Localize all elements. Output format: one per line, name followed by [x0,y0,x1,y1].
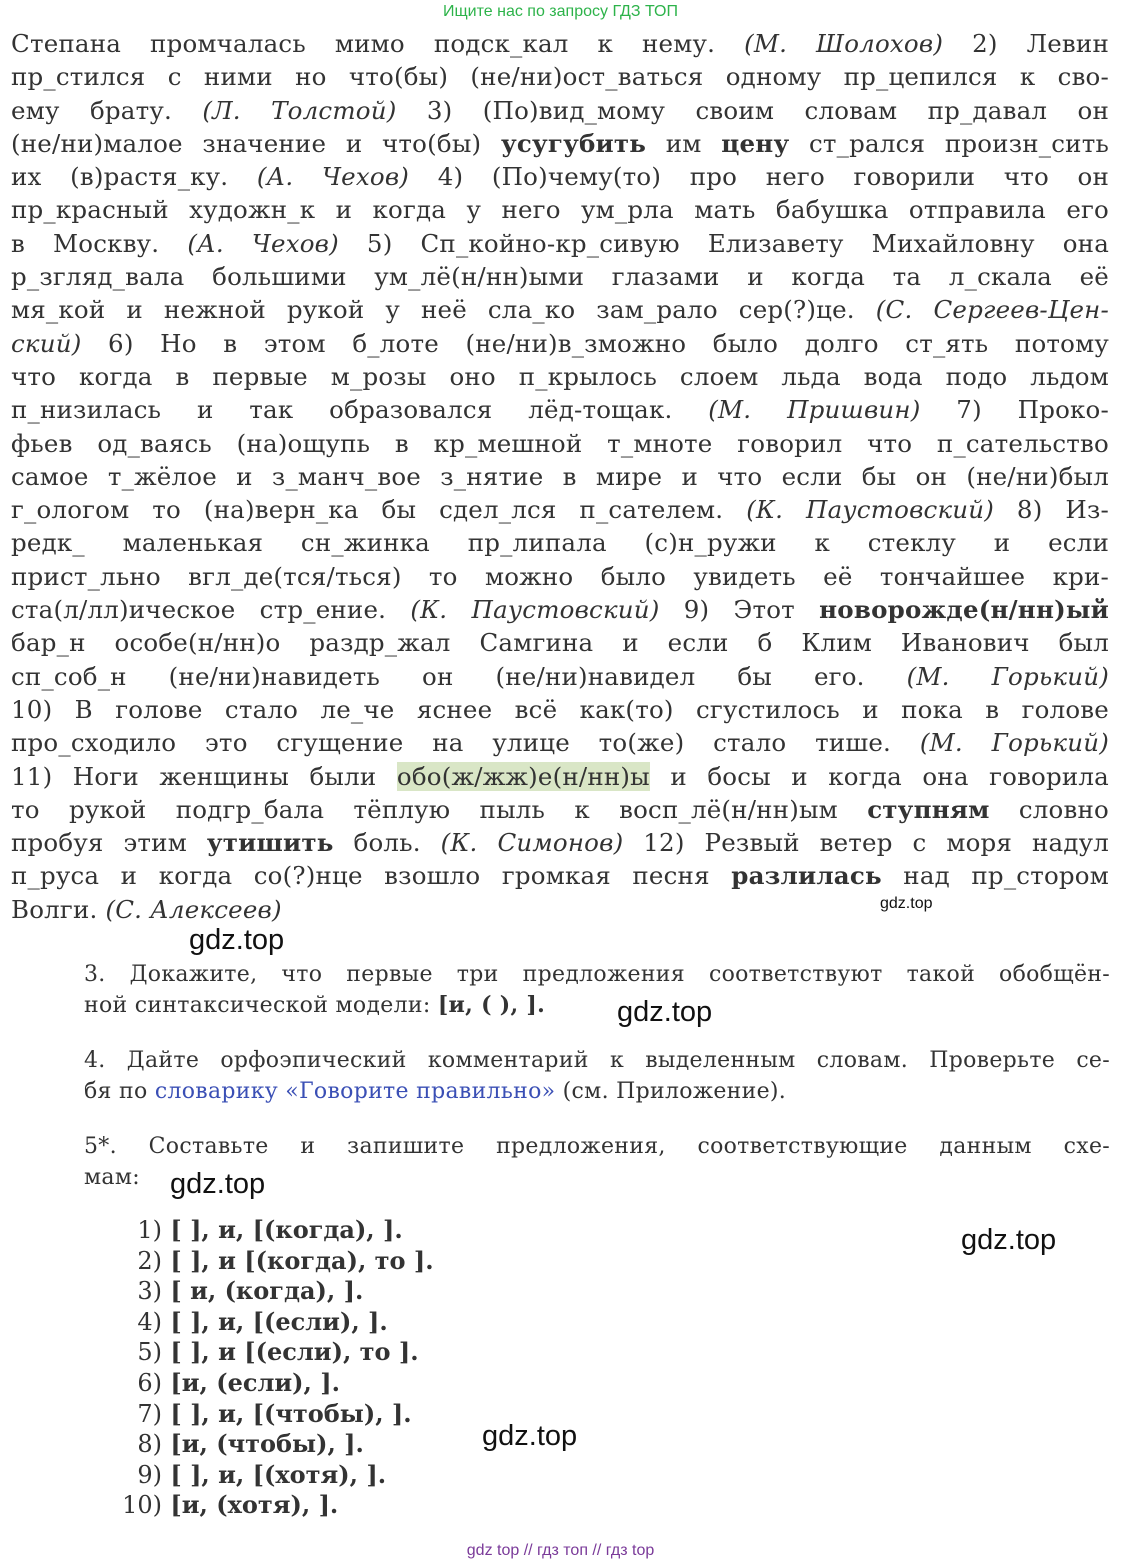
bold-word: [и, ( ), ]. [437,992,546,1018]
top-banner: Ищите нас по запросу ГДЗ ТОП [443,3,678,20]
author-citation: (М. Горький) [919,728,1109,758]
text-line [11,726,1109,759]
scheme-item [120,1429,434,1460]
text-segment: мам: [84,1165,140,1190]
author-citation: (К. Паустовский) [746,495,995,525]
text-line [11,526,1109,559]
text-segment: словно [989,794,1109,824]
text-segment: пр_красный художн_к и когда у него ум_рла мать бабушка отправила его [11,195,1109,225]
watermark: gdz.top [880,895,933,912]
task-3 [84,959,1110,1021]
text-line [11,60,1109,93]
scheme-item [120,1307,434,1338]
author-citation: (М. Горький) [906,661,1109,691]
scheme-item [120,1460,434,1491]
text-line [11,94,1109,127]
scheme-number: 3) [137,1277,162,1306]
text-line [11,626,1109,659]
text-line [11,393,1109,426]
scheme-number: 5) [137,1338,162,1367]
text-segment: сп_соб_н (не/ни)навидеть он (не/ни)навидел бы его. [11,661,907,691]
text-segment: что когда в первые м_розы оно п_крылось слоем льда вода подо льдом [11,361,1109,391]
scheme-formula: [ ], и [(если), то ]. [162,1337,419,1367]
scheme-item [120,1215,434,1246]
scheme-item [120,1368,434,1399]
bold-word: усугубить [500,128,647,158]
text-line [11,27,1109,60]
text-segment: Волги. [11,894,106,924]
text-line [11,327,1109,360]
author-citation: (С. Алексеев) [105,894,282,924]
scheme-formula: [ ], и, [(чтобы), ]. [162,1398,412,1428]
text-line [11,427,1109,460]
bold-word: разлилась [731,861,882,891]
text-segment: 5) Сп_койно-кр_сивую Елизавету Михайловну она [338,228,1109,258]
text-line [11,293,1109,326]
author-citation: (С. Сергеев-Цен- [875,295,1109,325]
scheme-item [120,1276,434,1307]
text-line [11,859,1109,892]
scheme-number: 10) [122,1491,162,1520]
scheme-item [120,1399,434,1430]
text-segment: им [646,128,722,158]
scheme-item [120,1490,434,1521]
scheme-item [120,1337,434,1368]
text-line [11,560,1109,593]
task-4 [84,1045,1110,1107]
text-segment: г_ологом то (на)верн_ка бы сдел_лся п_сателем. [11,495,747,525]
text-line [11,893,1109,926]
watermark: gdz.top [170,1168,266,1200]
bold-word: ступням [867,794,990,824]
text-line [84,1076,1110,1107]
author-citation: (М. Пришвин) [708,395,921,425]
text-line [84,1131,1110,1162]
scheme-formula: [ ], и, [(если), ]. [162,1306,388,1336]
text-line [84,990,1110,1021]
text-line [11,793,1109,826]
text-segment: 7) Проко- [920,395,1109,425]
text-line [11,227,1109,260]
bold-word: цену [721,128,790,158]
text-segment: 8) Из- [994,495,1109,525]
text-line [84,1045,1110,1076]
author-citation: (Л. Толстой) [202,95,397,125]
text-segment: 12) Резвый ветер с моря надул [623,828,1109,858]
text-segment: 5*. Составьте и запишите предложения, соответствующие данным схе- [84,1134,1110,1159]
text-segment: 9) Этот [659,595,820,625]
text-segment: пробуя этим [11,828,207,858]
author-citation: (М. Шолохов) [744,29,944,58]
text-line [11,360,1109,393]
author-citation: ский) [11,328,82,358]
author-citation: (К. Симонов) [440,828,624,858]
scheme-number: 1) [137,1216,162,1244]
exercise-text [11,27,1109,926]
text-segment: п_низилась и так образовался лёд-тощак. [11,395,709,425]
watermark: gdz.top [482,1420,578,1452]
scheme-formula: [ ], и, [(хотя), ]. [162,1459,387,1489]
bold-word: новорожде(н/нн)ый [819,595,1109,625]
text-line [11,660,1109,693]
footer-watermark: gdz top // гдз топ // гдз top [466,1542,655,1559]
text-segment: Степана промчалась мимо подск_кал к нему. [11,29,745,58]
text-segment: мя_кой и нежной рукой у неё сла_ко зам_рало сер(?)це. [11,295,876,325]
dictionary-link[interactable]: словарику «Говорите правильно» [154,1079,556,1104]
watermark: gdz.top [189,924,285,956]
text-segment: бя по [84,1079,155,1104]
author-citation: (А. Чехов) [256,162,410,192]
text-segment: редк_ маленькая сн_жинка пр_липала (с)н_ружи к стеклу и если [11,528,1109,558]
watermark: gdz.top [617,996,713,1028]
text-segment: и босы и когда она говорила [649,761,1109,791]
text-segment: бар_н особе(н/нн)о раздр_жал Самгина и если б Клим Иванович был [11,628,1109,658]
text-segment: п_руса и когда со(?)нце взошло громкая песня [11,861,732,891]
text-line [11,260,1109,293]
highlighted-word: обо(ж/жж)е(н/нн)ы [396,761,650,791]
text-line [11,493,1109,526]
text-segment: (не/ни)малое значение и что(бы) [11,128,501,158]
scheme-list [120,1215,434,1521]
text-segment: прист_льно вгл_де(тся/ться) то можно было увидеть её тончайшее кри- [11,561,1109,591]
text-segment: фьев од_ваясь (на)ощупь в кр_мешной т_мноте говорил что п_сательство [11,428,1109,458]
text-segment: самое т_жёлое и з_манч_вое з_нятие в мире и что если бы он (не/ни)был [11,461,1109,491]
text-segment: про_сходило это сгущение на улице то(же) стало тише. [11,728,920,758]
text-segment: 2) Левин [943,29,1109,58]
text-segment: ст_рался произн_сить [789,128,1110,158]
text-segment: боль. [333,828,441,858]
text-segment: ста(л/лл)ическое стр_ение. [11,595,411,625]
scheme-formula: [ ], и, [(когда), ]. [162,1215,403,1244]
text-line [11,693,1109,726]
scheme-item [120,1246,434,1277]
scheme-number: 2) [137,1246,162,1275]
text-segment: 4. Дайте орфоэпический комментарий к выделенным словам. Проверьте се- [84,1048,1110,1073]
scheme-number: 7) [137,1399,162,1428]
text-segment: (см. Приложение). [555,1079,787,1104]
text-line [11,760,1109,793]
scheme-formula: [и, (если), ]. [162,1367,340,1397]
bold-word: утишить [206,828,334,858]
text-line [11,127,1109,160]
scheme-number: 4) [137,1307,162,1336]
text-segment: 6) Но в этом б_лоте (не/ни)в_зможно было долго ст_ять потому [81,328,1109,358]
text-line [84,959,1110,990]
text-line [11,460,1109,493]
text-segment: ной синтаксической модели: [84,993,438,1018]
text-line [11,826,1109,859]
text-segment: 11) Ноги женщины были [11,761,397,791]
text-line [11,193,1109,226]
scheme-formula: [ ], и [(когда), то ]. [162,1245,434,1275]
text-segment: над пр_стором [881,861,1109,891]
text-segment: 3) (По)вид_мому своим словам пр_давал он [396,95,1110,125]
text-segment: 10) В голове стало ле_че яснее всё как(то) сгустилось и пока в голове [11,694,1109,724]
text-segment: в Москву. [11,228,188,258]
text-segment: 4) (По)чему(то) про него говорили что он [409,162,1110,192]
author-citation: (А. Чехов) [187,228,339,258]
text-line [84,1162,1110,1193]
text-segment: то рукой подгр_бала тёплую пыль к восп_лё(н/нн)ым [11,794,868,824]
scheme-formula: [и, (хотя), ]. [162,1490,339,1520]
text-segment: их (в)растя_ку. [11,162,257,192]
scheme-number: 9) [137,1460,162,1489]
task-5 [84,1131,1110,1193]
scheme-formula: [и, (чтобы), ]. [162,1429,364,1459]
text-segment: пр_стился с ними но что(бы) (не/ни)ост_ваться одному пр_цепился к сво- [11,62,1109,92]
scheme-number: 6) [137,1368,162,1397]
author-citation: (К. Паустовский) [410,595,660,625]
text-segment: ему брату. [11,95,203,125]
scheme-formula: [ и, (когда), ]. [162,1276,364,1306]
text-line [11,160,1109,193]
scheme-number: 8) [137,1430,162,1459]
watermark: gdz.top [961,1224,1057,1256]
text-segment: 3. Докажите, что первые три предложения соответствуют такой обобщён- [84,962,1110,987]
text-segment: р_згляд_вала большими ум_лё(н/нн)ыми глазами и когда та л_скала её [11,262,1109,292]
text-line [11,593,1109,626]
